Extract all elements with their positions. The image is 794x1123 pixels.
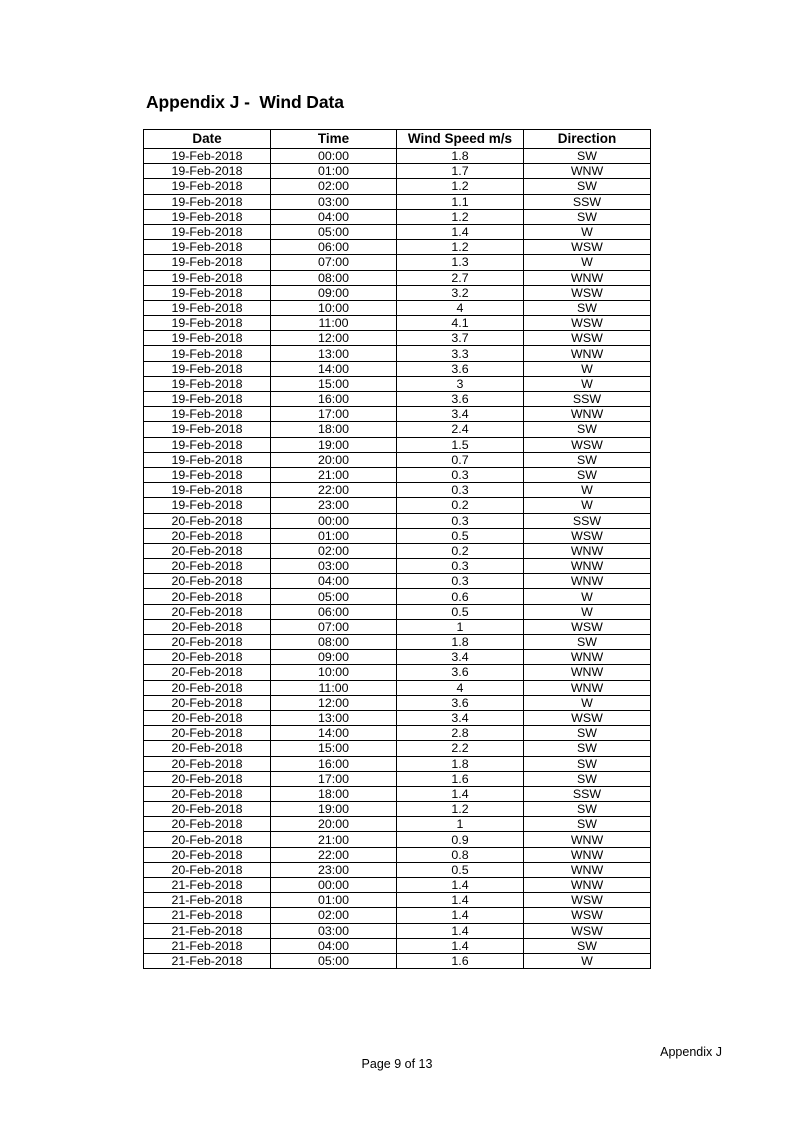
table-row [144, 240, 651, 255]
cell-wind-speed: 1.5 [397, 437, 524, 452]
cell-wind-speed: 1 [397, 619, 524, 634]
cell-date: 19-Feb-2018 [144, 179, 271, 194]
cell-wind-speed: 3.2 [397, 285, 524, 300]
table-row [144, 938, 651, 953]
cell-wind-speed: 1.4 [397, 938, 524, 953]
cell-date: 19-Feb-2018 [144, 376, 271, 391]
table-header [144, 130, 651, 149]
cell-wind-speed: 1.4 [397, 893, 524, 908]
cell-direction: SW [524, 179, 651, 194]
cell-date: 21-Feb-2018 [144, 878, 271, 893]
cell-date: 20-Feb-2018 [144, 559, 271, 574]
cell-direction: W [524, 498, 651, 513]
cell-direction: SW [524, 452, 651, 467]
appendix-label: Appendix J [660, 1045, 722, 1059]
cell-wind-speed: 3.4 [397, 407, 524, 422]
cell-wind-speed: 1.4 [397, 878, 524, 893]
cell-wind-speed: 0.3 [397, 574, 524, 589]
table-row [144, 756, 651, 771]
cell-time: 07:00 [271, 619, 397, 634]
cell-date: 19-Feb-2018 [144, 437, 271, 452]
cell-wind-speed: 1.6 [397, 771, 524, 786]
cell-direction: SW [524, 817, 651, 832]
cell-direction: W [524, 483, 651, 498]
cell-date: 19-Feb-2018 [144, 316, 271, 331]
cell-wind-speed: 0.2 [397, 543, 524, 558]
cell-wind-speed: 1.2 [397, 179, 524, 194]
cell-wind-speed: 2.7 [397, 270, 524, 285]
table-row [144, 893, 651, 908]
cell-direction: SW [524, 149, 651, 164]
cell-time: 05:00 [271, 953, 397, 968]
cell-date: 20-Feb-2018 [144, 528, 271, 543]
cell-time: 20:00 [271, 817, 397, 832]
cell-date: 20-Feb-2018 [144, 574, 271, 589]
cell-time: 04:00 [271, 209, 397, 224]
cell-date: 20-Feb-2018 [144, 786, 271, 801]
cell-direction: WSW [524, 908, 651, 923]
cell-time: 16:00 [271, 756, 397, 771]
table-row [144, 209, 651, 224]
cell-time: 22:00 [271, 483, 397, 498]
table-row [144, 680, 651, 695]
cell-wind-speed: 4 [397, 300, 524, 315]
cell-date: 19-Feb-2018 [144, 270, 271, 285]
cell-time: 23:00 [271, 498, 397, 513]
wind-data-table [143, 129, 651, 969]
cell-time: 08:00 [271, 635, 397, 650]
table-row [144, 543, 651, 558]
cell-direction: WSW [524, 437, 651, 452]
cell-time: 02:00 [271, 179, 397, 194]
cell-time: 01:00 [271, 528, 397, 543]
cell-wind-speed: 3.3 [397, 346, 524, 361]
column-header-date: Date [144, 130, 271, 149]
table-row [144, 164, 651, 179]
cell-time: 09:00 [271, 285, 397, 300]
cell-date: 19-Feb-2018 [144, 483, 271, 498]
cell-wind-speed: 0.2 [397, 498, 524, 513]
cell-wind-speed: 2.2 [397, 741, 524, 756]
cell-direction: WNW [524, 862, 651, 877]
cell-direction: WSW [524, 923, 651, 938]
cell-wind-speed: 0.5 [397, 862, 524, 877]
cell-time: 19:00 [271, 802, 397, 817]
cell-wind-speed: 0.3 [397, 467, 524, 482]
table-row [144, 316, 651, 331]
cell-time: 21:00 [271, 832, 397, 847]
cell-direction: WSW [524, 710, 651, 725]
cell-date: 19-Feb-2018 [144, 209, 271, 224]
cell-wind-speed: 0.3 [397, 483, 524, 498]
cell-date: 20-Feb-2018 [144, 513, 271, 528]
cell-direction: SSW [524, 513, 651, 528]
cell-wind-speed: 0.8 [397, 847, 524, 862]
cell-date: 20-Feb-2018 [144, 650, 271, 665]
cell-time: 10:00 [271, 300, 397, 315]
table-row [144, 270, 651, 285]
cell-wind-speed: 1.4 [397, 923, 524, 938]
table-row [144, 589, 651, 604]
table-row [144, 528, 651, 543]
cell-time: 07:00 [271, 255, 397, 270]
cell-direction: SW [524, 300, 651, 315]
cell-wind-speed: 1.2 [397, 802, 524, 817]
cell-date: 19-Feb-2018 [144, 392, 271, 407]
cell-time: 00:00 [271, 513, 397, 528]
cell-date: 20-Feb-2018 [144, 635, 271, 650]
cell-wind-speed: 0.9 [397, 832, 524, 847]
cell-date: 19-Feb-2018 [144, 407, 271, 422]
table-row [144, 483, 651, 498]
cell-direction: SW [524, 741, 651, 756]
table-row [144, 407, 651, 422]
table-row [144, 802, 651, 817]
cell-direction: WNW [524, 650, 651, 665]
cell-direction: WSW [524, 240, 651, 255]
table-row [144, 635, 651, 650]
cell-direction: SSW [524, 194, 651, 209]
cell-wind-speed: 1.2 [397, 209, 524, 224]
cell-direction: WNW [524, 574, 651, 589]
cell-direction: WNW [524, 665, 651, 680]
cell-wind-speed: 0.7 [397, 452, 524, 467]
table-row [144, 786, 651, 801]
cell-direction: W [524, 589, 651, 604]
cell-date: 20-Feb-2018 [144, 589, 271, 604]
cell-direction: SSW [524, 392, 651, 407]
cell-date: 20-Feb-2018 [144, 695, 271, 710]
cell-wind-speed: 1.3 [397, 255, 524, 270]
cell-date: 20-Feb-2018 [144, 619, 271, 634]
table-row [144, 331, 651, 346]
cell-direction: SW [524, 802, 651, 817]
cell-time: 18:00 [271, 786, 397, 801]
cell-direction: WNW [524, 559, 651, 574]
cell-direction: WSW [524, 619, 651, 634]
table-row [144, 650, 651, 665]
table-row [144, 862, 651, 877]
table-row [144, 467, 651, 482]
cell-time: 10:00 [271, 665, 397, 680]
cell-time: 18:00 [271, 422, 397, 437]
cell-date: 19-Feb-2018 [144, 240, 271, 255]
table-row [144, 498, 651, 513]
cell-date: 19-Feb-2018 [144, 164, 271, 179]
table-row [144, 224, 651, 239]
cell-wind-speed: 0.3 [397, 513, 524, 528]
table-body [144, 149, 651, 969]
cell-direction: SSW [524, 786, 651, 801]
cell-direction: WSW [524, 893, 651, 908]
cell-direction: WNW [524, 407, 651, 422]
table-row [144, 179, 651, 194]
cell-time: 09:00 [271, 650, 397, 665]
table-row [144, 923, 651, 938]
cell-wind-speed: 1.8 [397, 149, 524, 164]
table-row [144, 392, 651, 407]
table-row [144, 574, 651, 589]
cell-date: 20-Feb-2018 [144, 847, 271, 862]
cell-date: 21-Feb-2018 [144, 923, 271, 938]
cell-time: 11:00 [271, 316, 397, 331]
cell-time: 03:00 [271, 923, 397, 938]
cell-date: 19-Feb-2018 [144, 422, 271, 437]
cell-direction: WNW [524, 680, 651, 695]
cell-direction: W [524, 695, 651, 710]
table-row [144, 255, 651, 270]
cell-time: 23:00 [271, 862, 397, 877]
cell-time: 20:00 [271, 452, 397, 467]
cell-wind-speed: 3.6 [397, 695, 524, 710]
cell-date: 20-Feb-2018 [144, 604, 271, 619]
cell-time: 13:00 [271, 346, 397, 361]
cell-time: 19:00 [271, 437, 397, 452]
cell-direction: WNW [524, 164, 651, 179]
table-row [144, 422, 651, 437]
cell-time: 22:00 [271, 847, 397, 862]
table-row [144, 665, 651, 680]
cell-wind-speed: 3 [397, 376, 524, 391]
cell-direction: SW [524, 635, 651, 650]
table-row [144, 771, 651, 786]
cell-date: 20-Feb-2018 [144, 832, 271, 847]
cell-direction: WNW [524, 270, 651, 285]
cell-date: 20-Feb-2018 [144, 802, 271, 817]
cell-wind-speed: 1.8 [397, 635, 524, 650]
table-row [144, 908, 651, 923]
cell-time: 01:00 [271, 893, 397, 908]
cell-time: 01:00 [271, 164, 397, 179]
cell-direction: WNW [524, 878, 651, 893]
cell-wind-speed: 3.6 [397, 392, 524, 407]
cell-date: 19-Feb-2018 [144, 346, 271, 361]
cell-direction: W [524, 604, 651, 619]
cell-time: 17:00 [271, 771, 397, 786]
table-row [144, 300, 651, 315]
cell-direction: SW [524, 771, 651, 786]
cell-wind-speed: 2.4 [397, 422, 524, 437]
column-header-direction: Direction [524, 130, 651, 149]
table-row [144, 604, 651, 619]
cell-date: 19-Feb-2018 [144, 452, 271, 467]
table-row [144, 452, 651, 467]
page-number: Page 9 of 13 [361, 1057, 433, 1071]
cell-wind-speed: 1.1 [397, 194, 524, 209]
cell-direction: WSW [524, 285, 651, 300]
cell-direction: SW [524, 209, 651, 224]
cell-wind-speed: 1.4 [397, 908, 524, 923]
cell-date: 20-Feb-2018 [144, 710, 271, 725]
cell-wind-speed: 1.8 [397, 756, 524, 771]
cell-direction: WNW [524, 847, 651, 862]
cell-time: 02:00 [271, 543, 397, 558]
cell-direction: SW [524, 467, 651, 482]
cell-time: 13:00 [271, 710, 397, 725]
table-row [144, 817, 651, 832]
cell-time: 03:00 [271, 194, 397, 209]
cell-direction: SW [524, 756, 651, 771]
cell-date: 20-Feb-2018 [144, 771, 271, 786]
cell-time: 14:00 [271, 726, 397, 741]
cell-wind-speed: 3.4 [397, 710, 524, 725]
cell-date: 19-Feb-2018 [144, 194, 271, 209]
cell-wind-speed: 1 [397, 817, 524, 832]
cell-wind-speed: 1.4 [397, 224, 524, 239]
cell-wind-speed: 3.6 [397, 361, 524, 376]
cell-date: 20-Feb-2018 [144, 726, 271, 741]
cell-time: 06:00 [271, 240, 397, 255]
cell-wind-speed: 0.5 [397, 604, 524, 619]
cell-time: 11:00 [271, 680, 397, 695]
cell-date: 19-Feb-2018 [144, 498, 271, 513]
cell-date: 20-Feb-2018 [144, 817, 271, 832]
cell-time: 05:00 [271, 589, 397, 604]
cell-wind-speed: 3.7 [397, 331, 524, 346]
table-row [144, 953, 651, 968]
table-row [144, 194, 651, 209]
cell-time: 12:00 [271, 695, 397, 710]
cell-direction: WSW [524, 528, 651, 543]
cell-wind-speed: 1.4 [397, 786, 524, 801]
table-row [144, 726, 651, 741]
cell-direction: W [524, 361, 651, 376]
cell-direction: WNW [524, 543, 651, 558]
cell-time: 08:00 [271, 270, 397, 285]
cell-direction: SW [524, 422, 651, 437]
cell-time: 04:00 [271, 574, 397, 589]
cell-time: 00:00 [271, 149, 397, 164]
cell-time: 04:00 [271, 938, 397, 953]
table-row [144, 346, 651, 361]
cell-direction: WNW [524, 346, 651, 361]
cell-time: 21:00 [271, 467, 397, 482]
cell-date: 19-Feb-2018 [144, 300, 271, 315]
table-row [144, 285, 651, 300]
cell-wind-speed: 2.8 [397, 726, 524, 741]
column-header-wind-speed: Wind Speed m/s [397, 130, 524, 149]
table-row [144, 741, 651, 756]
cell-time: 06:00 [271, 604, 397, 619]
cell-direction: SW [524, 726, 651, 741]
table-row [144, 878, 651, 893]
cell-direction: W [524, 376, 651, 391]
cell-date: 19-Feb-2018 [144, 149, 271, 164]
cell-time: 15:00 [271, 376, 397, 391]
cell-wind-speed: 1.2 [397, 240, 524, 255]
cell-wind-speed: 4 [397, 680, 524, 695]
table-row [144, 361, 651, 376]
cell-time: 02:00 [271, 908, 397, 923]
cell-wind-speed: 3.6 [397, 665, 524, 680]
cell-wind-speed: 3.4 [397, 650, 524, 665]
cell-direction: WNW [524, 832, 651, 847]
table-row [144, 513, 651, 528]
cell-date: 20-Feb-2018 [144, 665, 271, 680]
header-row [144, 130, 651, 149]
cell-date: 21-Feb-2018 [144, 908, 271, 923]
cell-time: 14:00 [271, 361, 397, 376]
cell-wind-speed: 1.7 [397, 164, 524, 179]
column-header-time: Time [271, 130, 397, 149]
table-row [144, 847, 651, 862]
cell-time: 03:00 [271, 559, 397, 574]
cell-direction: SW [524, 938, 651, 953]
cell-date: 20-Feb-2018 [144, 741, 271, 756]
table-row [144, 149, 651, 164]
cell-wind-speed: 0.6 [397, 589, 524, 604]
cell-date: 21-Feb-2018 [144, 953, 271, 968]
cell-wind-speed: 0.5 [397, 528, 524, 543]
cell-time: 12:00 [271, 331, 397, 346]
cell-date: 20-Feb-2018 [144, 680, 271, 695]
cell-time: 17:00 [271, 407, 397, 422]
cell-time: 05:00 [271, 224, 397, 239]
cell-time: 16:00 [271, 392, 397, 407]
table-row [144, 619, 651, 634]
cell-wind-speed: 1.6 [397, 953, 524, 968]
table-row [144, 832, 651, 847]
cell-direction: WSW [524, 331, 651, 346]
cell-wind-speed: 0.3 [397, 559, 524, 574]
cell-wind-speed: 4.1 [397, 316, 524, 331]
table-row [144, 695, 651, 710]
cell-direction: W [524, 255, 651, 270]
cell-time: 00:00 [271, 878, 397, 893]
cell-date: 20-Feb-2018 [144, 543, 271, 558]
cell-direction: W [524, 224, 651, 239]
cell-date: 20-Feb-2018 [144, 756, 271, 771]
cell-date: 19-Feb-2018 [144, 331, 271, 346]
cell-date: 20-Feb-2018 [144, 862, 271, 877]
cell-date: 19-Feb-2018 [144, 224, 271, 239]
cell-date: 21-Feb-2018 [144, 893, 271, 908]
cell-date: 19-Feb-2018 [144, 467, 271, 482]
table-row [144, 437, 651, 452]
table-row [144, 710, 651, 725]
cell-time: 15:00 [271, 741, 397, 756]
cell-direction: W [524, 953, 651, 968]
table-row [144, 376, 651, 391]
cell-date: 19-Feb-2018 [144, 361, 271, 376]
cell-date: 19-Feb-2018 [144, 285, 271, 300]
cell-date: 21-Feb-2018 [144, 938, 271, 953]
table-row [144, 559, 651, 574]
cell-direction: WSW [524, 316, 651, 331]
page-title: Appendix J - Wind Data [146, 92, 344, 112]
cell-date: 19-Feb-2018 [144, 255, 271, 270]
